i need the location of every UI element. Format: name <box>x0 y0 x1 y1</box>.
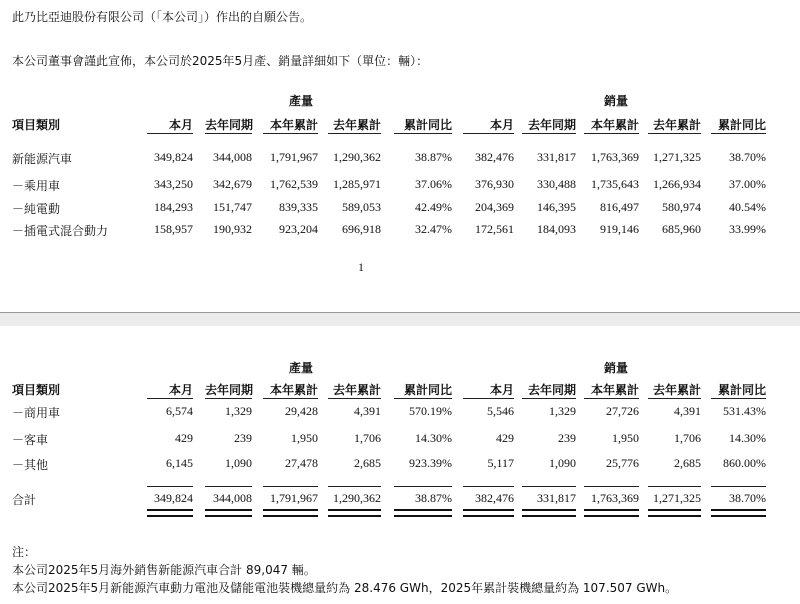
table-cell: 2,685 <box>674 456 701 470</box>
header-col-10: 累計同比 <box>717 118 766 132</box>
header-underline-2 <box>205 398 252 399</box>
row-label: －商用車 <box>12 406 61 420</box>
total-cell: 1,290,362 <box>333 491 381 505</box>
table-cell: 204,369 <box>475 200 514 214</box>
table-cell: 1,290,362 <box>333 150 381 164</box>
table-cell: 1,706 <box>674 431 701 445</box>
table-cell: 1,266,934 <box>653 177 701 191</box>
notes-line-2: 本公司2025年5月新能源汽車動力電池及儲能電池裝機總量約為 28.476 GWh，2025年累計裝機總量約為 107.507 GWh。 <box>12 581 678 595</box>
total-double-rule-lower <box>205 515 252 517</box>
table-cell: 184,293 <box>154 200 193 214</box>
table-cell: 42.49% <box>415 200 452 214</box>
table-cell: 1,271,325 <box>653 150 701 164</box>
header-col-3: 本年累計 <box>269 118 318 132</box>
table-cell: 696,918 <box>342 222 381 236</box>
header-col-7: 去年同期 <box>527 383 576 397</box>
table-cell: 1,762,539 <box>270 177 318 191</box>
total-cell: 382,476 <box>475 491 514 505</box>
header-underline-9 <box>648 398 701 399</box>
total-top-rule <box>263 486 318 487</box>
table-cell: 1,950 <box>291 431 318 445</box>
table-cell: 172,561 <box>475 222 514 236</box>
table-cell: 25,776 <box>606 456 639 470</box>
row-label: －乘用車 <box>12 179 61 193</box>
header-col-2: 去年同期 <box>205 383 254 397</box>
header-underline-4 <box>328 133 381 134</box>
total-double-rule-upper <box>711 509 766 511</box>
table-cell: 1,735,643 <box>591 177 639 191</box>
table-cell: 1,791,967 <box>270 150 318 164</box>
total-double-rule-lower <box>463 515 514 517</box>
table-cell: 589,053 <box>342 200 381 214</box>
table-cell: 1,763,369 <box>591 150 639 164</box>
header-item-category: 項目類別 <box>12 118 61 132</box>
table-cell: 343,250 <box>154 177 193 191</box>
total-row-label: 合計 <box>12 493 37 507</box>
table-cell: 37.00% <box>729 177 766 191</box>
table-cell: 429 <box>496 431 514 445</box>
table-cell: 146,395 <box>537 200 576 214</box>
total-top-rule <box>205 486 252 487</box>
table-cell: 1,090 <box>225 456 252 470</box>
notes-title: 注： <box>12 545 37 559</box>
group-header-sales: 銷量 <box>604 361 629 375</box>
total-cell: 1,763,369 <box>591 491 639 505</box>
table-cell: 685,960 <box>662 222 701 236</box>
header-col-5: 累計同比 <box>403 383 452 397</box>
header-underline-5 <box>394 398 452 399</box>
table-cell: 40.54% <box>729 200 766 214</box>
total-top-rule <box>711 486 766 487</box>
group-header-sales: 銷量 <box>604 94 629 108</box>
header-col-5: 累計同比 <box>403 118 452 132</box>
total-cell: 38.70% <box>729 491 766 505</box>
table-cell: 6,574 <box>166 404 193 418</box>
table-cell: 860.00% <box>723 456 766 470</box>
table-cell: 429 <box>175 431 193 445</box>
header-underline-3 <box>263 133 318 134</box>
header-col-4: 去年累計 <box>332 383 381 397</box>
row-label: －純電動 <box>12 202 61 216</box>
table-cell: 330,488 <box>537 177 576 191</box>
header-underline-1 <box>147 133 193 134</box>
total-double-rule-lower <box>584 515 639 517</box>
table-cell: 1,950 <box>612 431 639 445</box>
group-header-production: 產量 <box>289 361 314 375</box>
table-cell: 4,391 <box>674 404 701 418</box>
table-cell: 839,335 <box>279 200 318 214</box>
total-double-rule-lower <box>328 515 381 517</box>
table-cell: 382,476 <box>475 150 514 164</box>
table-cell: 6,145 <box>166 456 193 470</box>
table-cell: 1,329 <box>549 404 576 418</box>
table-cell: 531.43% <box>723 404 766 418</box>
table-cell: 190,932 <box>213 222 252 236</box>
row-label: －客車 <box>12 433 49 447</box>
page-number: 1 <box>358 260 364 274</box>
table-cell: 33.99% <box>729 222 766 236</box>
page-separator-line <box>0 312 800 313</box>
table-cell: 5,546 <box>487 404 514 418</box>
table-cell: 158,957 <box>154 222 193 236</box>
table-cell: 27,478 <box>285 456 318 470</box>
header-underline-3 <box>263 398 318 399</box>
total-double-rule-upper <box>147 509 193 511</box>
header-item-category: 項目類別 <box>12 383 61 397</box>
header-col-7: 去年同期 <box>527 118 576 132</box>
table-cell: 37.06% <box>415 177 452 191</box>
header-underline-8 <box>584 398 639 399</box>
header-underline-6 <box>463 398 514 399</box>
table-cell: 570.19% <box>409 404 452 418</box>
total-top-rule <box>147 486 193 487</box>
header-col-1: 本月 <box>168 118 193 132</box>
header-col-6: 本月 <box>489 383 514 397</box>
header-underline-7 <box>522 398 576 399</box>
total-double-rule-upper <box>205 509 252 511</box>
row-label: －插電式混合動力 <box>12 224 109 238</box>
table-cell: 29,428 <box>285 404 318 418</box>
total-cell: 344,008 <box>213 491 252 505</box>
table-cell: 14.30% <box>729 431 766 445</box>
header-col-1: 本月 <box>168 383 193 397</box>
notes-line-1: 本公司2025年5月海外銷售新能源汽車合計 89,047 輛。 <box>12 563 316 577</box>
total-top-rule <box>648 486 701 487</box>
header-col-9: 去年累計 <box>652 118 701 132</box>
table-cell: 816,497 <box>600 200 639 214</box>
header-col-4: 去年累計 <box>332 118 381 132</box>
total-double-rule-upper <box>263 509 318 511</box>
table-cell: 376,930 <box>475 177 514 191</box>
table-cell: 1,285,971 <box>333 177 381 191</box>
header-col-6: 本月 <box>489 118 514 132</box>
header-underline-8 <box>584 133 639 134</box>
total-cell: 38.87% <box>415 491 452 505</box>
header-col-9: 去年累計 <box>652 383 701 397</box>
table-cell: 923,204 <box>279 222 318 236</box>
table-cell: 342,679 <box>213 177 252 191</box>
intro-line-1: 此乃比亞迪股份有限公司（「本公司」）作出的自願公告。 <box>12 10 313 24</box>
table-cell: 580,974 <box>662 200 701 214</box>
header-underline-9 <box>648 133 701 134</box>
header-col-2: 去年同期 <box>205 118 254 132</box>
total-double-rule-upper <box>328 509 381 511</box>
table-cell: 1,090 <box>549 456 576 470</box>
header-underline-1 <box>147 398 193 399</box>
table-cell: 32.47% <box>415 222 452 236</box>
row-label: 新能源汽車 <box>12 152 73 166</box>
table-cell: 38.87% <box>415 150 452 164</box>
total-cell: 349,824 <box>154 491 193 505</box>
table-cell: 1,706 <box>354 431 381 445</box>
total-cell: 331,817 <box>537 491 576 505</box>
intro-line-2: 本公司董事會謹此宣佈，本公司於2025年5月產、銷量詳細如下（單位：輛）： <box>12 54 429 68</box>
total-double-rule-lower <box>648 515 701 517</box>
total-top-rule <box>584 486 639 487</box>
table-cell: 27,726 <box>606 404 639 418</box>
total-double-rule-lower <box>147 515 193 517</box>
page-separator <box>0 312 800 326</box>
table-cell: 151,747 <box>213 200 252 214</box>
total-double-rule-lower <box>394 515 452 517</box>
table-cell: 5,117 <box>487 456 514 470</box>
header-col-3: 本年累計 <box>269 383 318 397</box>
table-cell: 38.70% <box>729 150 766 164</box>
table-cell: 14.30% <box>415 431 452 445</box>
table-cell: 239 <box>234 431 252 445</box>
table-cell: 349,824 <box>154 150 193 164</box>
total-top-rule <box>328 486 381 487</box>
header-underline-10 <box>711 398 766 399</box>
table-cell: 184,093 <box>537 222 576 236</box>
table-cell: 2,685 <box>354 456 381 470</box>
table-cell: 4,391 <box>354 404 381 418</box>
row-label: －其他 <box>12 458 49 472</box>
total-double-rule-lower <box>522 515 576 517</box>
header-underline-6 <box>463 133 514 134</box>
total-double-rule-upper <box>463 509 514 511</box>
table-cell: 919,146 <box>600 222 639 236</box>
header-underline-4 <box>328 398 381 399</box>
table-cell: 1,329 <box>225 404 252 418</box>
header-col-10: 累計同比 <box>717 383 766 397</box>
header-underline-10 <box>711 133 766 134</box>
group-header-production: 產量 <box>289 94 314 108</box>
total-double-rule-upper <box>522 509 576 511</box>
total-cell: 1,791,967 <box>270 491 318 505</box>
total-double-rule-upper <box>584 509 639 511</box>
total-double-rule-upper <box>648 509 701 511</box>
total-top-rule <box>394 486 452 487</box>
header-underline-7 <box>522 133 576 134</box>
header-col-8: 本年累計 <box>590 383 639 397</box>
table-cell: 239 <box>558 431 576 445</box>
table-cell: 344,008 <box>213 150 252 164</box>
header-col-8: 本年累計 <box>590 118 639 132</box>
table-cell: 923.39% <box>409 456 452 470</box>
header-underline-5 <box>394 133 452 134</box>
total-top-rule <box>463 486 514 487</box>
total-cell: 1,271,325 <box>653 491 701 505</box>
header-underline-2 <box>205 133 252 134</box>
total-top-rule <box>522 486 576 487</box>
total-double-rule-lower <box>263 515 318 517</box>
table-cell: 331,817 <box>537 150 576 164</box>
total-double-rule-upper <box>394 509 452 511</box>
total-double-rule-lower <box>711 515 766 517</box>
